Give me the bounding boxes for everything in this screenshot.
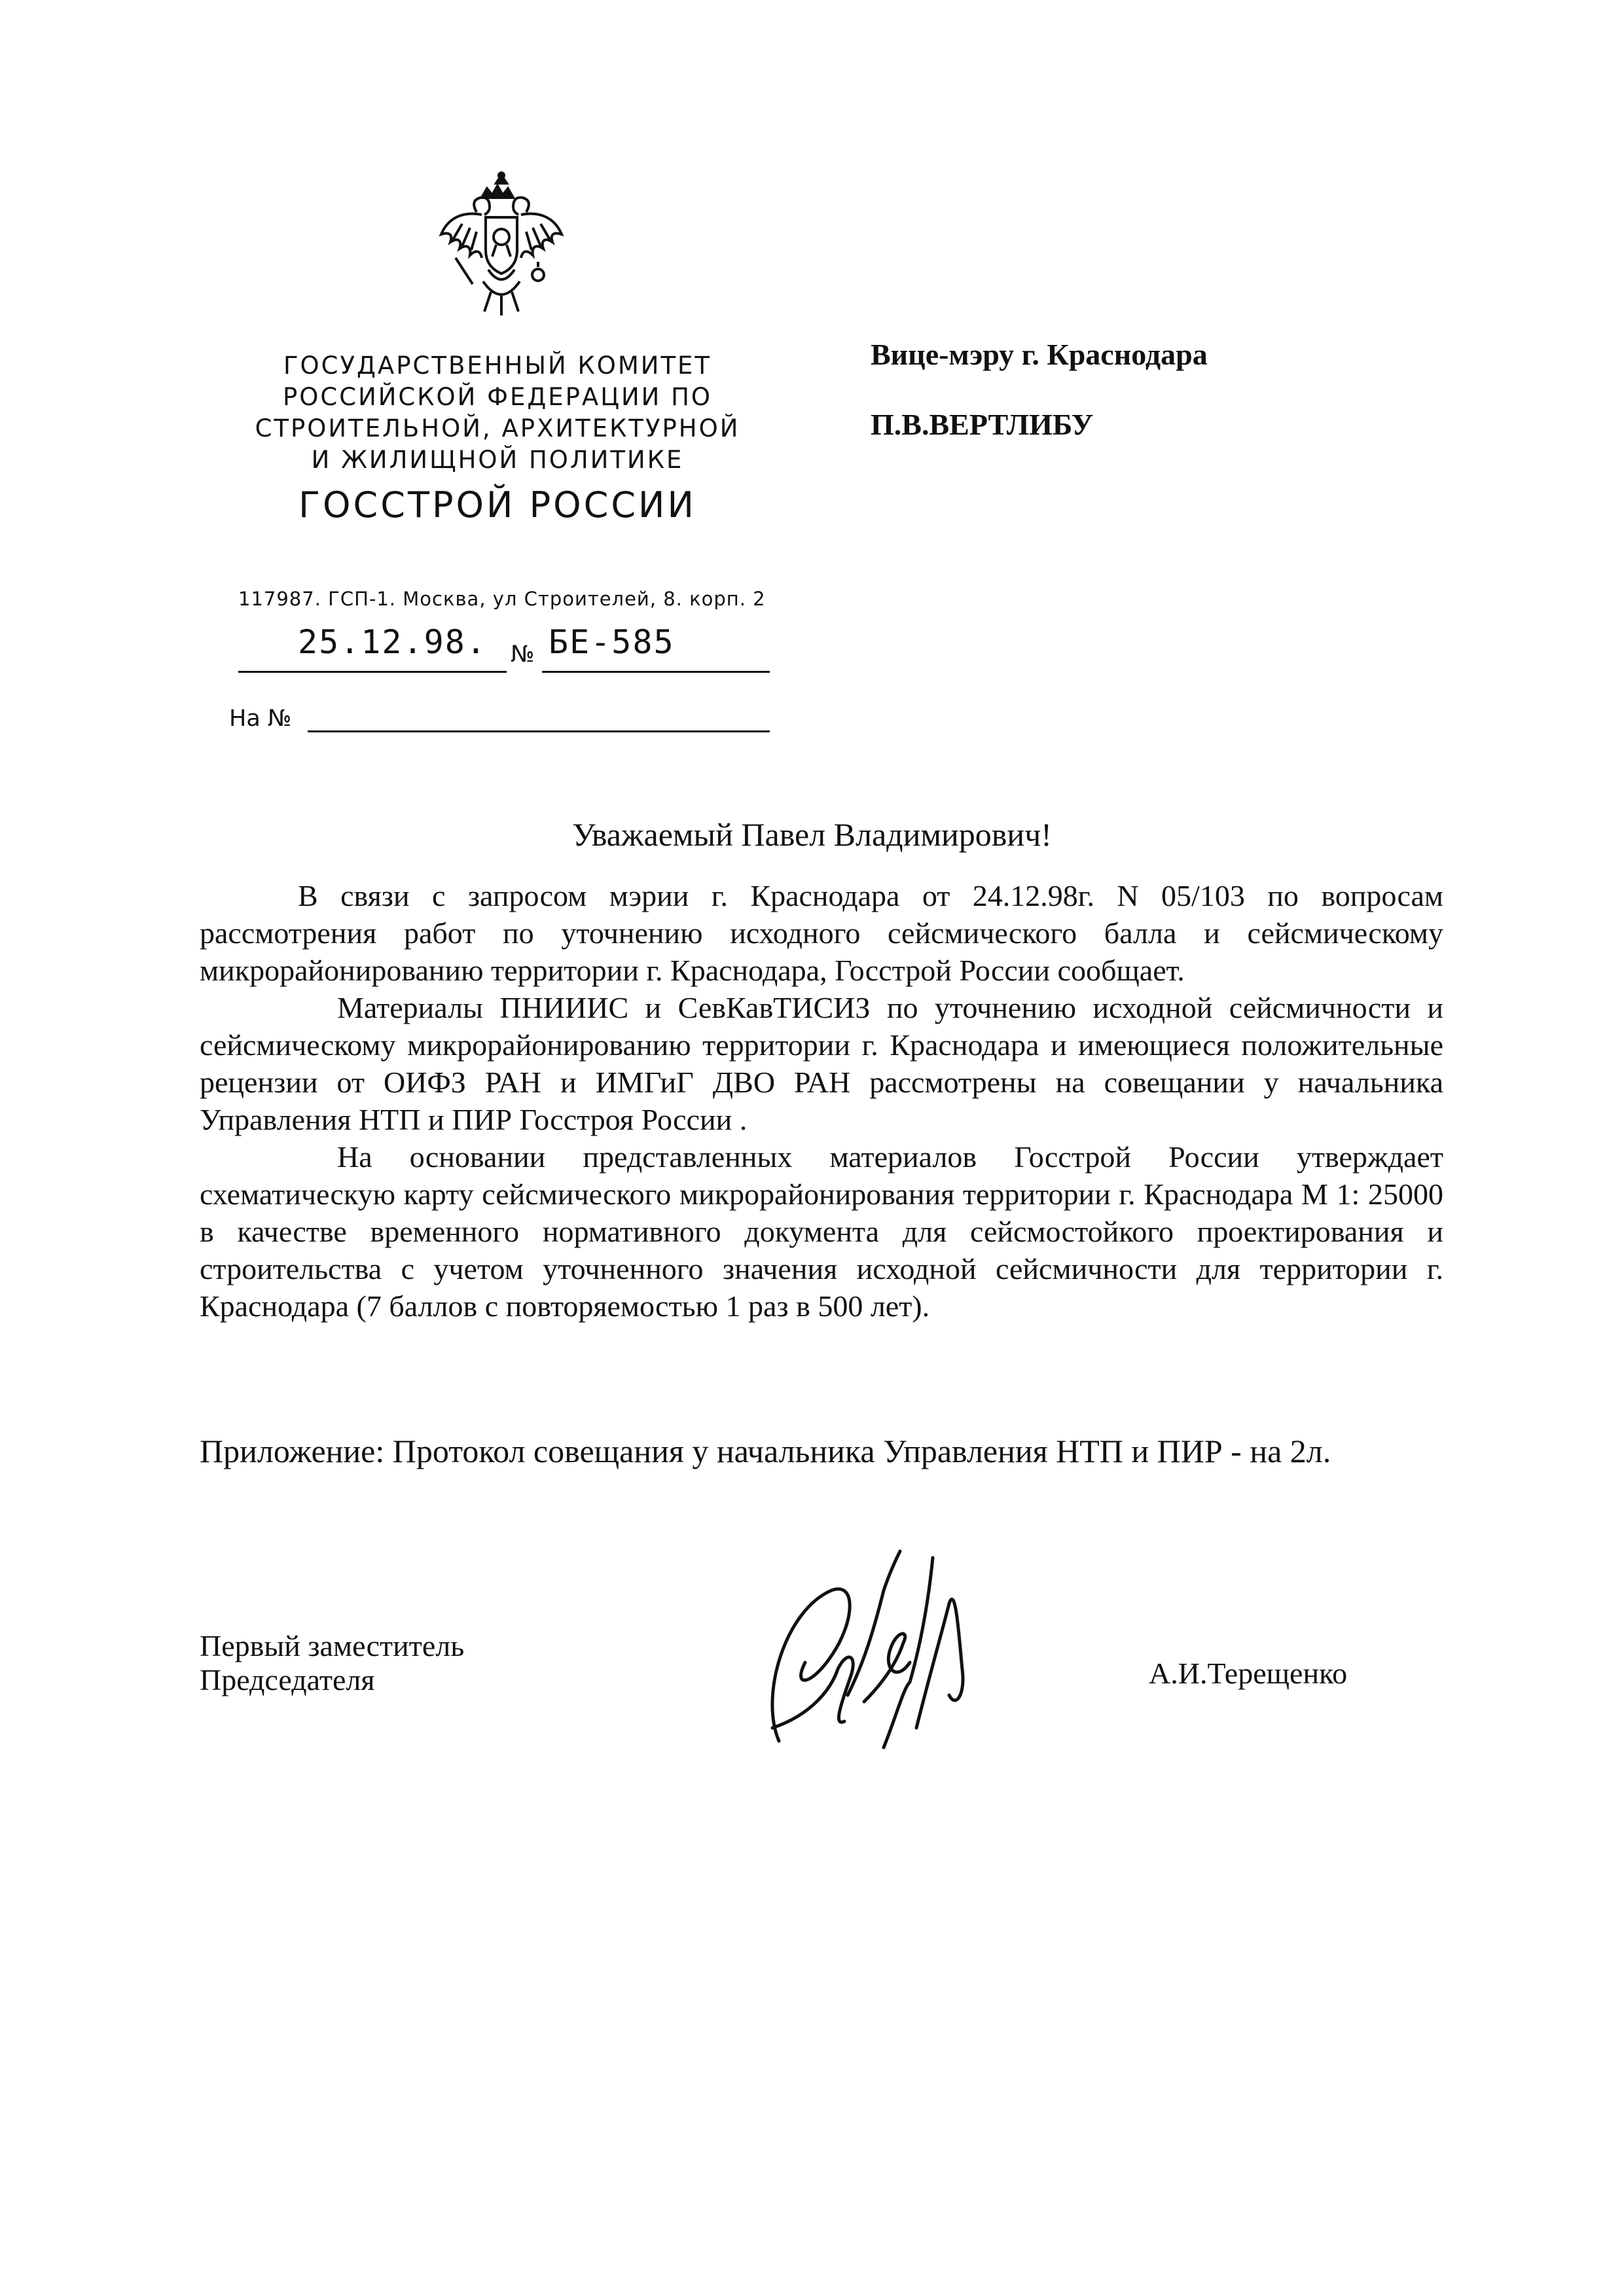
paragraph-3: На основании представленных материалов Госстрой России утверждает схематическую карту сейсмического микрорайонирования территории г. Краснодара М 1: 25000 в качестве временного нормативного документа для сейсмостойкого проектирования и строительства с учетом уточненного значения исходной сейсмичности для территории г. Краснодара (7 баллов с повторяемостью 1 раз в 500 лет).: [200, 1140, 1443, 1323]
reply-to-underline: [308, 730, 770, 732]
addressee-position: Вице-мэру г. Краснодара: [871, 338, 1208, 371]
signer-title-line-1: Первый заместитель: [200, 1629, 465, 1662]
org-short-name: ГОССТРОЙ РОССИИ: [298, 484, 696, 526]
letter-body: [200, 877, 1443, 1325]
addressee-name: П.В.ВЕРТЛИБУ: [871, 408, 1094, 441]
signer-title-line-2: Председателя: [200, 1663, 375, 1696]
double-headed-eagle-emblem-icon: [436, 171, 567, 318]
handwritten-signature-icon: [733, 1532, 1021, 1767]
number-label: №: [511, 641, 535, 668]
org-name-line-2: РОССИЙСКОЙ ФЕДЕРАЦИИ ПО: [282, 383, 713, 411]
letter-number: БЕ-585: [549, 623, 675, 661]
attachment-note: Приложение: Протокол совещания у начальника Управления НТП и ПИР - на 2л.: [200, 1433, 1331, 1469]
date-underline: [238, 671, 507, 673]
number-underline: [542, 671, 770, 673]
signer-name: А.И.Терещенко: [1149, 1657, 1348, 1690]
org-name-line-3: СТРОИТЕЛЬНОЙ, АРХИТЕКТУРНОЙ: [255, 414, 740, 442]
org-address: 117987. ГСП-1. Москва, ул Строителей, 8. корп. 2: [238, 588, 766, 610]
paragraph-1: В связи с запросом мэрии г. Краснодара от 24.12.98г. N 05/103 по вопросам рассмотрения работ по уточнению исходного сейсмического балла и сейсмическому микрорайонированию территории г. Краснодара, Госстрой России сообщает.: [200, 879, 1443, 987]
reply-to-label: На №: [229, 706, 292, 732]
letter-date: 25.12.98.: [298, 623, 487, 661]
org-name-line-1: ГОСУДАРСТВЕННЫЙ КОМИТЕТ: [283, 351, 712, 380]
org-name-line-4: И ЖИЛИЩНОЙ ПОЛИТИКЕ: [311, 446, 684, 474]
paragraph-2: Материалы ПНИИИС и СевКавТИСИЗ по уточнению исходной сейсмичности и сейсмическому микрорайонированию территории г. Краснодара и имеющиеся положительные рецензии от ОИФЗ РАН и ИМГиГ ДВО РАН рассмотрены на совещании у начальника Управления НТП и ПИР Госстроя России .: [200, 991, 1443, 1136]
salutation: Уважаемый Павел Владимирович!: [572, 816, 1052, 853]
